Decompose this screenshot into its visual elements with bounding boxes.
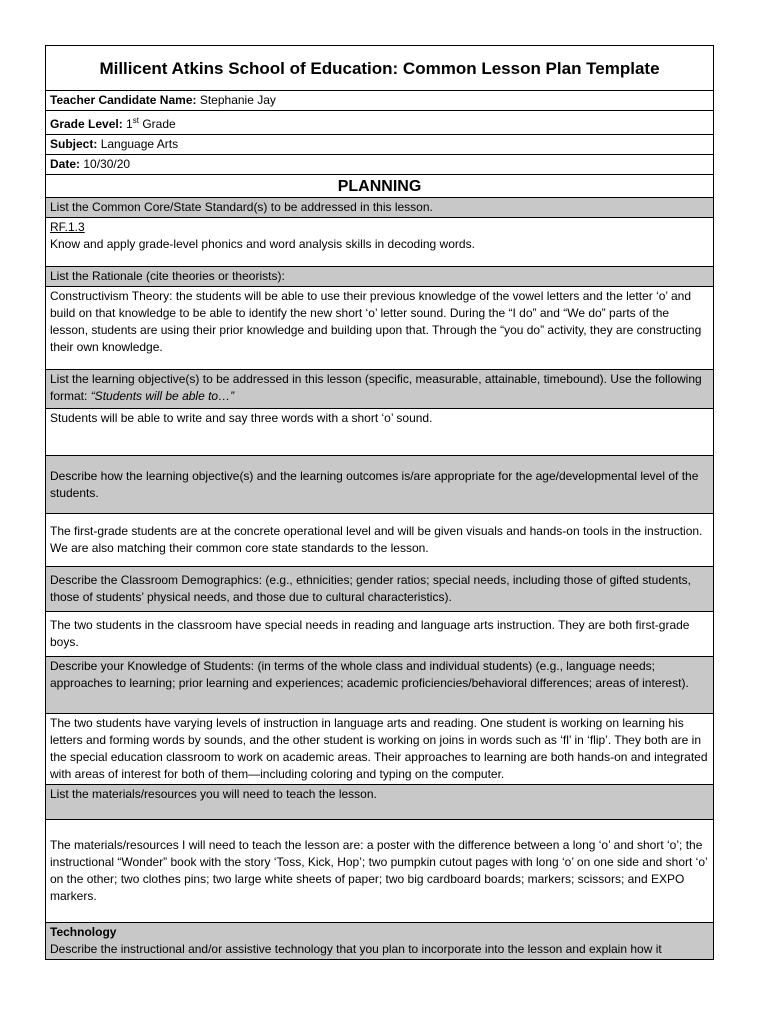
lesson-plan-table: [45, 45, 714, 960]
document-title: Millicent Atkins School of Education: Common Lesson Plan Template: [46, 46, 714, 91]
grade-level-number: 1: [126, 117, 133, 131]
demographics-text: The two students in the classroom have special needs in reading and language arts instruction. They are both first-grade boys.: [46, 612, 714, 657]
objective-text: Students will be able to write and say three words with a short ‘o’ sound.: [46, 409, 714, 456]
subject-value: Language Arts: [100, 137, 179, 151]
grade-level-suffix: st: [132, 116, 139, 125]
objective-prompt-text: List the learning objective(s) to be addressed in this lesson (specific, measurable, attainable, timebound). Use the following format:: [50, 372, 702, 403]
grade-level-word: Grade: [142, 117, 176, 131]
standard-code: RF.1.3: [50, 220, 85, 234]
lesson-plan-document: [45, 45, 714, 960]
technology-section: [46, 923, 714, 960]
planning-heading: PLANNING: [46, 175, 714, 198]
materials-prompt: List the materials/resources you will need to teach the lesson.: [46, 785, 714, 820]
date-row: [46, 155, 714, 175]
rationale-prompt: List the Rationale (cite theories or theorists):: [46, 267, 714, 287]
subject-row: [46, 135, 714, 155]
date-label: Date:: [50, 157, 81, 171]
teacher-name-label: Teacher Candidate Name:: [50, 93, 197, 107]
appropriate-prompt: Describe how the learning objective(s) and the learning outcomes is/are appropriate for the age/developmental level of the students.: [46, 456, 714, 514]
technology-heading: Technology: [50, 925, 117, 939]
standards-answer: [46, 218, 714, 267]
grade-level-label: Grade Level:: [50, 117, 123, 131]
objective-format: “Students will be able to…”: [90, 389, 235, 403]
standards-prompt: List the Common Core/State Standard(s) to be addressed in this lesson.: [46, 198, 714, 218]
subject-label: Subject:: [50, 137, 98, 151]
knowledge-text: The two students have varying levels of instruction in language arts and reading. One student is working on learning his letters and forming words by sounds, and the other student is working on joins in words such as ‘fl’ in ‘flip’. They both are in the special education classroom to work on academic areas. Their approaches to learning are both hands-on and integrated with areas of interest for both of them—including coloring and typing on the computer.: [46, 714, 714, 785]
materials-text: The materials/resources I will need to teach the lesson are: a poster with the difference between a long ‘o’ and short ‘o’; the instructional “Wonder” book with the story ‘Toss, Kick, Hop’; two pumpkin cutout pages with long ‘o’ on one side and short ‘o’ on the other; two clothes pins; two large white sheets of paper; two big cardboard boards; markers; scissors; and EXPO markers.: [46, 820, 714, 923]
date-value: 10/30/20: [83, 157, 131, 171]
knowledge-prompt: Describe your Knowledge of Students: (in terms of the whole class and individual students) (e.g., language needs; approaches to learning; prior learning and experiences; academic proficiencies/behavioral differences; areas of interest).: [46, 657, 714, 714]
teacher-name-row: [46, 91, 714, 111]
technology-text: Describe the instructional and/or assistive technology that you plan to incorporate into the lesson and explain how it: [50, 942, 662, 956]
demographics-prompt: Describe the Classroom Demographics: (e.g., ethnicities; gender ratios; special needs, including those of gifted students, those of students’ physical needs, and those due to cultural characteristics).: [46, 567, 714, 612]
appropriate-text: The first-grade students are at the concrete operational level and will be given visuals and hands-on tools in the instruction. We are also matching their common core state standards to the lesson.: [46, 514, 714, 567]
grade-level-row: [46, 111, 714, 135]
standard-text: Know and apply grade-level phonics and word analysis skills in decoding words.: [50, 237, 475, 251]
objective-prompt: [46, 370, 714, 409]
rationale-text: Constructivism Theory: the students will be able to use their previous knowledge of the vowel letters and the letter ‘o’ and build on that knowledge to be able to identify the new short ‘o’ letter sound. During the “I do” and “We do” parts of the lesson, students are using their prior knowledge and building upon that. Through the “you do” activity, they are constructing their own knowledge.: [46, 287, 714, 370]
teacher-name-value: Stephanie Jay: [199, 93, 276, 107]
